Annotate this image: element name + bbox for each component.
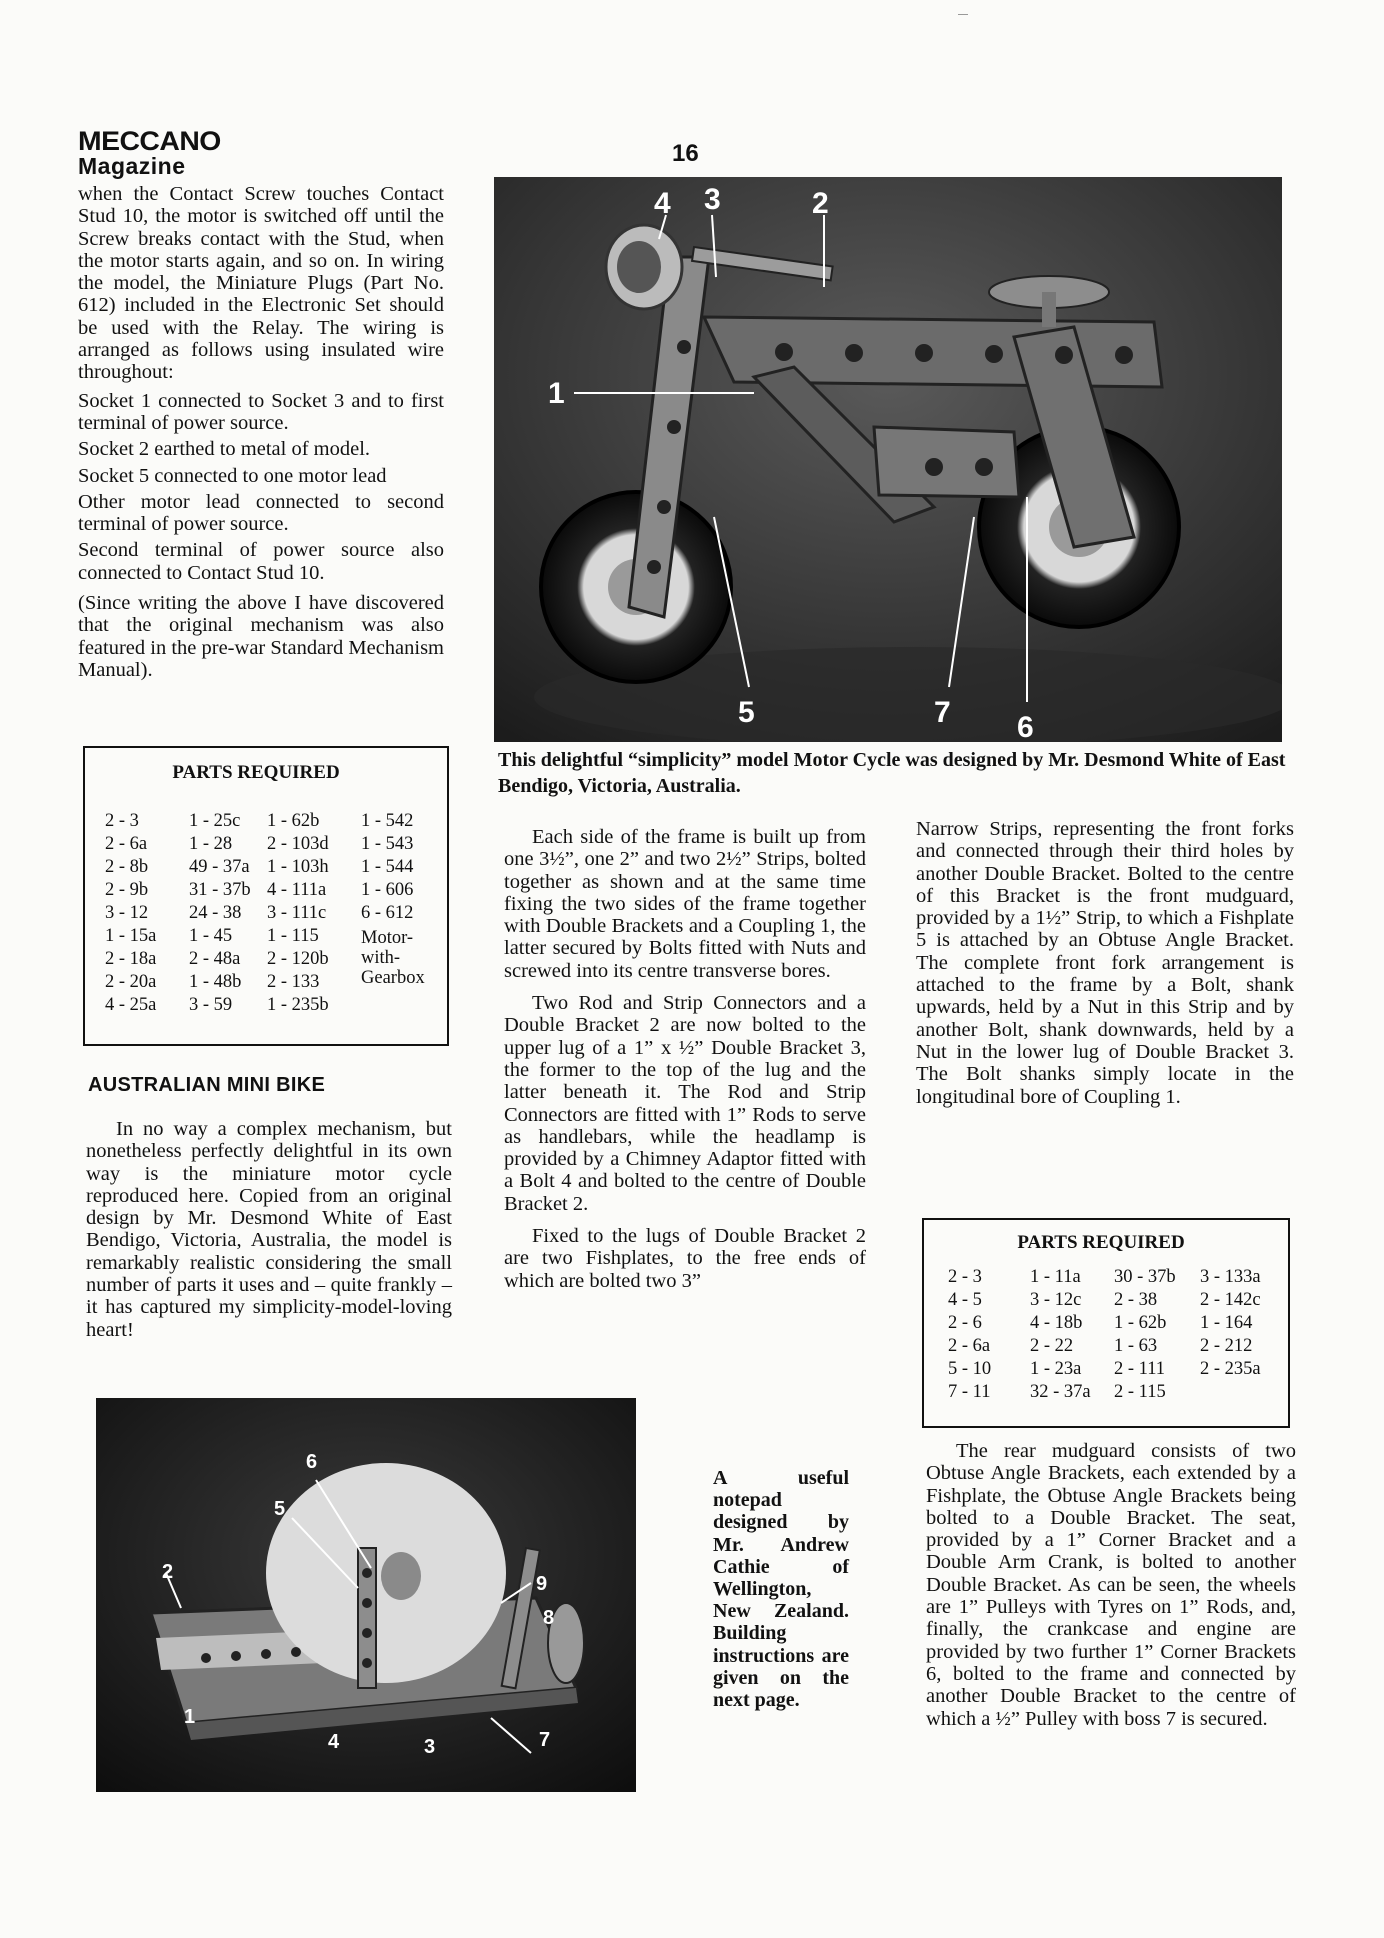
callout-label: 8 [543, 1607, 555, 1629]
part-entry: 1 - 25c [189, 811, 241, 831]
part-entry: 2 - 3 [105, 811, 139, 831]
callout-label: 1 [548, 377, 565, 410]
part-entry: 1 - 542 [361, 811, 414, 831]
parts-title: PARTS REQUIRED [1017, 1232, 1185, 1253]
part-entry: 7 - 11 [948, 1382, 991, 1402]
paragraph: Two Rod and Strip Connectors and a Double Bracket 2 are now bolted to the upper lug of a 1” x ½” Double Bracket 3, the former to the top of the lug and the latter beneath it. The Rod and Strip Connectors are fitted with 1” Rods to serve as handlebars, while the headlamp is provided by a Chimney Adaptor fitted with a Bolt 4 and bolted to the centre of Double Bracket 2. [504, 992, 866, 1215]
paragraph: In no way a complex mechanism, but nonetheless perfectly delightful in its own way is the miniature motor cycle reproduced here. Copied from an original design by Mr. Desmond White of East Bendigo, Victoria, Australia, the model is remarkably realistic considering the small number of parts it uses and – quite frankly – it has captured my simplicity-model-loving heart! [86, 1118, 452, 1341]
callout-label: 3 [424, 1736, 436, 1758]
parts-column [189, 810, 267, 1017]
wiring-note: (Since writing the above I have discovered that the original mechanism was also featured in the pre-war Standard Mechanism Manual). [78, 592, 445, 681]
callout-label: 1 [184, 1706, 196, 1728]
part-entry: 2 - 18a [105, 949, 157, 969]
wiring-line: Socket 5 connected to one motor lead [78, 464, 387, 487]
part-entry: 1 - 606 [361, 880, 414, 900]
part-entry: 2 - 115 [1114, 1382, 1166, 1402]
part-entry: Motor- [361, 928, 414, 948]
page-number: 16 [672, 140, 699, 167]
paragraph: Narrow Strips, representing the front forks and connected through their third holes by another Double Bracket. Bolted to the centre of this Bracket is the front mudguard, provided by a 1½” Strip, to which a Fishplate 5 is attached by an Obtuse Angle Bracket. The complete front fork arrangement is attached to the frame by a Bolt, shank upwards, held by a Nut in this Strip and by another Bolt, shank downwards, held by a Nut in the lower lug of Double Bracket 3. The Bolt shanks simply locate in the longitudinal bore of Coupling 1. [916, 818, 1294, 1108]
part-entry: 4 - 25a [105, 995, 157, 1015]
part-entry: 2 - 142c [1200, 1290, 1261, 1310]
column-3-text [916, 818, 1294, 1114]
part-entry: 24 - 38 [189, 903, 242, 923]
part-entry: 1 - 164 [1200, 1313, 1253, 1333]
motorcycle-photo [494, 177, 1282, 742]
part-entry: 1 - 23a [1030, 1359, 1082, 1379]
part-entry: 30 - 37b [1114, 1267, 1176, 1287]
callout-label: 4 [328, 1731, 340, 1753]
part-entry: Gearbox [361, 968, 425, 988]
parts-column [948, 1266, 1030, 1404]
paragraph: Each side of the frame is built up from one 3½”, one 2” and two 2½” Strips, bolted together as shown and at the same time fixing the two sides of the frame together with Double Brackets and a Coupling 1, the latter secured by Bolts fitted with Nuts and screwed into its centre transverse bores. [504, 826, 866, 982]
part-entry: 5 - 10 [948, 1359, 992, 1379]
wiring-line: Socket 1 connected to Socket 3 and to first terminal of power source. [78, 389, 444, 434]
callout-label: 9 [536, 1573, 548, 1595]
column-2-text [504, 826, 866, 1302]
part-entry: 1 - 63 [1114, 1336, 1158, 1356]
parts-list-1 [85, 784, 447, 1017]
section-heading: AUSTRALIAN MINI BIKE [88, 1074, 326, 1096]
parts-column [1030, 1266, 1114, 1404]
parts-column [267, 810, 361, 1017]
part-entry: with- [361, 948, 401, 968]
part-entry: 32 - 37a [1030, 1382, 1091, 1402]
section-body [86, 1118, 452, 1347]
callout-label: 2 [162, 1561, 174, 1583]
part-entry: 1 - 28 [189, 834, 233, 854]
part-entry: 6 - 612 [361, 903, 414, 923]
part-entry: 2 - 6a [105, 834, 148, 854]
column-1-text [78, 183, 444, 687]
part-entry: 4 - 5 [948, 1290, 982, 1310]
part-entry: 1 - 45 [189, 926, 233, 946]
part-entry: 2 - 6a [948, 1336, 991, 1356]
parts-column [361, 810, 447, 1017]
wiring-line: Other motor lead connected to second terminal of power source. [78, 490, 444, 536]
scan-mark [958, 14, 968, 15]
part-entry: 2 - 212 [1200, 1336, 1253, 1356]
parts-column [1200, 1266, 1290, 1404]
part-entry: 2 - 48a [189, 949, 241, 969]
wiring-intro: when the Contact Screw touches Contact Stud 10, the motor is switched off until the Screw breaks contact with the Stud, when the motor starts again, and so on. In wiring the model, the Miniature Plugs (Part No. 612) included in the Electronic Set should be used with the Relay. The wiring is arranged as follows using insulated wire throughout: [78, 183, 444, 384]
part-entry: 1 - 62b [267, 811, 320, 831]
part-entry: 1 - 103h [267, 857, 329, 877]
callout-label: 7 [539, 1729, 551, 1751]
part-entry: 3 - 59 [189, 995, 233, 1015]
callout-label: 2 [812, 187, 829, 220]
masthead [78, 126, 221, 179]
part-entry: 3 - 111c [267, 903, 327, 923]
part-entry: 2 - 38 [1114, 1290, 1158, 1310]
parts-title: PARTS REQUIRED [172, 762, 340, 783]
part-entry: 2 - 133 [267, 972, 320, 992]
part-entry: 2 - 20a [105, 972, 157, 992]
part-entry: 2 - 235a [1200, 1359, 1261, 1379]
callout-label: 5 [274, 1498, 286, 1520]
callout-label: 6 [306, 1451, 318, 1473]
parts-column [1114, 1266, 1200, 1404]
part-entry: 2 - 9b [105, 880, 149, 900]
part-entry: 2 - 6 [948, 1313, 982, 1333]
part-entry: 2 - 22 [1030, 1336, 1074, 1356]
part-entry: 3 - 12 [105, 903, 149, 923]
part-entry: 2 - 120b [267, 949, 329, 969]
masthead-brand: MECCANO [78, 126, 221, 156]
part-entry: 31 - 37b [189, 880, 251, 900]
masthead-subtitle: Magazine [78, 153, 186, 179]
part-entry: 1 - 62b [1114, 1313, 1167, 1333]
part-entry: 1 - 235b [267, 995, 329, 1015]
paragraph: The rear mudguard consists of two Obtuse Angle Brackets, each extended by a Fishplate, the Obtuse Angle Brackets being bolted to a Double Bracket. The seat, provided by a 1” Corner Bracket and a Double Arm Crank, is bolted to another Double Bracket. As can be seen, the wheels are 1” Pulleys with Tyres on 1” Rods, and, finally, the crankcase and engine are provided by two further 1” Corner Brackets 6, bolted to the frame and connected by another Double Bracket to the centre of which a ½” Pulley with boss 7 is secured. [926, 1440, 1296, 1730]
part-entry: 1 - 115 [267, 926, 319, 946]
callout-label: 7 [934, 696, 951, 729]
parts-required-box-2 [922, 1218, 1290, 1428]
parts-list-2 [924, 1254, 1288, 1404]
callout-label: 4 [654, 187, 671, 220]
callout-label: 5 [738, 696, 755, 729]
wiring-line: Socket 2 earthed to metal of model. [78, 438, 371, 461]
part-entry: 3 - 133a [1200, 1267, 1261, 1287]
parts-required-box-1 [83, 746, 449, 1046]
column-3-bottom-text [926, 1440, 1296, 1736]
callout-label: 6 [1017, 711, 1034, 742]
notepad-photo [96, 1398, 636, 1792]
part-entry: 49 - 37a [189, 857, 250, 877]
photo-caption: This delightful “simplicity” model Motor Cycle was designed by Mr. Desmond White of East Bendigo, Victoria, Australia. [498, 749, 1286, 797]
part-entry: 1 - 11a [1030, 1267, 1081, 1287]
wiring-line: Second terminal of power source also connected to Contact Stud 10. [78, 539, 444, 584]
part-entry: 1 - 543 [361, 834, 414, 854]
parts-column [105, 810, 189, 1017]
paragraph: Fixed to the lugs of Double Bracket 2 are two Fishplates, to the free ends of which are bolted two 3” [504, 1225, 866, 1292]
callout-label: 3 [704, 183, 721, 216]
part-entry: 1 - 15a [105, 926, 157, 946]
part-entry: 3 - 12c [1030, 1290, 1082, 1310]
part-entry: 4 - 111a [267, 880, 327, 900]
part-entry: 2 - 111 [1114, 1359, 1166, 1379]
part-entry: 1 - 544 [361, 857, 414, 877]
part-entry: 1 - 48b [189, 972, 242, 992]
notepad-caption: A useful notepad designed by Mr. Andrew Cathie of Wellington, New Zealand. Building instructions are given on the next page. [713, 1467, 849, 1712]
part-entry: 4 - 18b [1030, 1313, 1083, 1333]
part-entry: 2 - 103d [267, 834, 329, 854]
part-entry: 2 - 8b [105, 857, 149, 877]
part-entry: 2 - 3 [948, 1267, 982, 1287]
